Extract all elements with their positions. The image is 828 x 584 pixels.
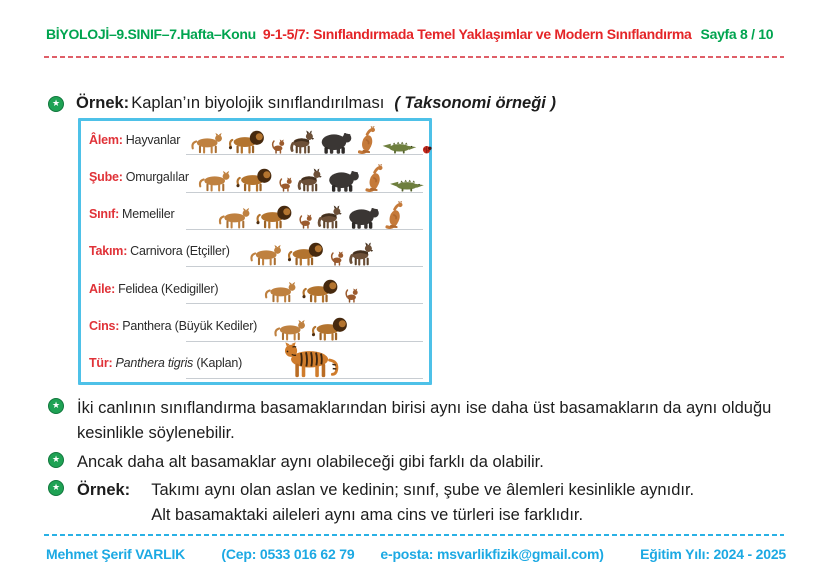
- example-heading-text: [76, 94, 556, 113]
- taxonomy-row: [81, 121, 429, 158]
- tiger-icon: [282, 340, 339, 378]
- taxonomy-rank-name: Âlem:: [89, 132, 123, 147]
- bullet-3-line-1: Takımı aynı olan aslan ve kedinin; sınıf, şube ve âlemleri kesinlikle aynıdır.: [151, 481, 695, 499]
- wolf-icon: [297, 166, 321, 192]
- page-footer: [46, 546, 786, 562]
- kangaroo-icon: [365, 164, 384, 192]
- kangaroo-icon: [358, 126, 377, 154]
- taxonomy-rank-name: Şube:: [89, 169, 123, 184]
- lion-icon: [235, 166, 273, 192]
- taxonomy-row-label: [89, 356, 242, 370]
- taxonomy-row: [81, 345, 429, 382]
- taxonomy-row-animals: [197, 164, 424, 192]
- taxonomy-row-animals: [263, 277, 358, 303]
- bullet-2-text: Ancak daha alt basamaklar aynı olabileceği gibi farklı da olabilir.: [77, 453, 544, 471]
- row-baseline: [186, 266, 423, 267]
- cat-icon: [298, 212, 312, 229]
- row-baseline: [186, 378, 423, 379]
- taxonomy-row-animals: [249, 240, 373, 266]
- example-note: ( Taksonomi örneği ): [394, 94, 556, 112]
- contact-phone: (Cep: 0533 016 62 79: [221, 546, 355, 562]
- ladybug-icon: [422, 144, 432, 154]
- star-icon: ★: [48, 96, 64, 112]
- wolf-icon: [349, 240, 373, 266]
- taxonomy-rank-name: Tür:: [89, 356, 113, 371]
- taxonomy-rank-value: Carnivora (Etçiller): [130, 244, 230, 259]
- star-icon: ★: [48, 398, 64, 414]
- bullet-example-2: [48, 478, 694, 528]
- contact-email: e-posta: msvarlikfizik@gmail.com): [380, 546, 604, 562]
- example-label: Örnek:: [76, 94, 130, 112]
- kangaroo-icon: [385, 201, 404, 229]
- crocodile-icon: [382, 141, 417, 154]
- taxonomy-rank-value: Panthera (Büyük Kediler): [122, 319, 258, 334]
- bullet-3-line-2: Alt basamaktaki aileleri aynı ama cins ve türleri ise farklıdır.: [151, 505, 584, 524]
- taxonomy-row-label: [89, 319, 257, 333]
- taxonomy-rank-name: Aile:: [89, 281, 116, 296]
- lion-icon: [287, 240, 325, 266]
- taxonomy-rank-value: Hayvanlar: [125, 132, 181, 147]
- crocodile-icon: [389, 179, 424, 192]
- wolf-icon: [290, 128, 314, 154]
- bullet-3-body: [151, 478, 694, 528]
- cat-icon: [344, 286, 358, 303]
- puma-icon: [190, 131, 223, 154]
- cat-icon: [271, 137, 285, 154]
- taxonomy-row-label: [89, 170, 189, 184]
- taxonomy-row-label: [89, 244, 230, 258]
- example-text: Kaplan’ın biyolojik sınıflandırılması: [131, 94, 385, 112]
- puma-icon: [273, 318, 306, 341]
- taxonomy-rank-name: Cins:: [89, 319, 120, 334]
- star-icon: ★: [48, 480, 64, 496]
- cat-icon: [278, 175, 292, 192]
- page-number: Sayfa 8 / 10: [700, 26, 774, 42]
- taxonomy-row: [81, 158, 429, 195]
- lion-icon: [301, 277, 339, 303]
- example-heading: [48, 94, 556, 113]
- row-baseline: [186, 303, 423, 304]
- star-icon: ★: [48, 452, 64, 468]
- cat-icon: [330, 249, 344, 266]
- puma-icon: [217, 206, 250, 229]
- bullet-rule-2: [48, 450, 544, 475]
- taxonomy-row: [81, 307, 429, 344]
- puma-icon: [249, 243, 282, 266]
- taxonomy-row-animals: [190, 126, 432, 154]
- bullet-3-label: Örnek:: [77, 481, 131, 499]
- topic-title: 9-1-5/7: Sınıflandırmada Temel Yaklaşımlar ve Modern Sınıflandırma: [262, 26, 692, 42]
- row-baseline: [186, 229, 423, 230]
- taxonomy-rank-value-latin: Panthera tigris: [115, 356, 194, 371]
- lion-icon: [255, 203, 293, 229]
- bullet-rule-1: [48, 396, 777, 446]
- taxonomy-rank-name: Takım:: [89, 244, 128, 259]
- contact-info: [221, 546, 603, 562]
- bullet-1-text: İki canlının sınıflandırma basamaklarından birisi aynı ise daha üst basamakların da aynı olduğu kesinlikle söylenebilir.: [77, 399, 772, 442]
- taxonomy-row: [81, 270, 429, 307]
- taxonomy-rank-value: (Kaplan): [193, 356, 243, 371]
- taxonomy-row-animals: [273, 315, 349, 341]
- footer-divider: [44, 534, 784, 536]
- taxonomy-figure: [78, 118, 432, 385]
- taxonomy-rank-value: Felidea (Kedigiller): [118, 281, 219, 296]
- taxonomy-row: [81, 196, 429, 233]
- page-header: [46, 26, 788, 42]
- author-name: Mehmet Şerif VARLIK: [46, 546, 186, 562]
- puma-icon: [263, 280, 296, 303]
- education-year: Eğitim Yılı: 2024 - 2025: [640, 546, 786, 562]
- taxonomy-row-animals: [282, 340, 339, 378]
- taxonomy-row-label: [89, 282, 218, 296]
- taxonomy-rank-name: Sınıf:: [89, 207, 120, 222]
- taxonomy-rank-value: Memeliler: [122, 207, 175, 222]
- lion-icon: [228, 128, 266, 154]
- row-baseline: [186, 192, 423, 193]
- wolf-icon: [317, 203, 341, 229]
- lion-icon: [311, 315, 349, 341]
- taxonomy-rank-value: Omurgalılar: [125, 169, 189, 184]
- taxonomy-row-animals: [217, 201, 404, 229]
- taxonomy-row: [81, 233, 429, 270]
- puma-icon: [197, 169, 230, 192]
- course-title: BİYOLOJİ–9.SINIF–7.Hafta–Konu: [46, 26, 256, 42]
- taxonomy-row-label: [89, 207, 174, 221]
- bear-icon: [326, 167, 360, 192]
- taxonomy-row-label: [89, 133, 180, 147]
- header-divider: [44, 56, 784, 58]
- bear-icon: [319, 129, 353, 154]
- row-baseline: [186, 154, 423, 155]
- bear-icon: [346, 204, 380, 229]
